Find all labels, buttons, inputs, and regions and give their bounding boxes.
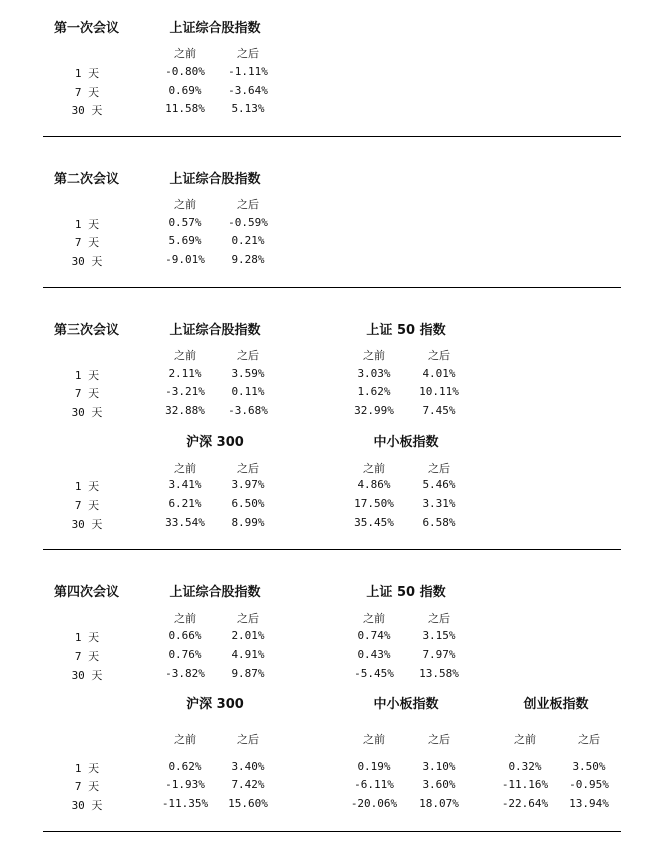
value-after: 10.11% <box>419 385 459 398</box>
value-after: -0.95% <box>569 778 609 791</box>
index-title: 中小板指数 <box>373 435 439 450</box>
value-before: 1.62% <box>357 385 391 398</box>
value-after: 3.10% <box>422 760 456 773</box>
value-after: 9.28% <box>231 253 265 266</box>
col-header-after: 之后 <box>237 47 259 60</box>
value-after: 0.11% <box>231 385 265 398</box>
value-after: 5.46% <box>422 478 456 491</box>
row-label: 1 天 <box>74 67 100 80</box>
col-header-before: 之前 <box>174 349 196 362</box>
value-after: 7.45% <box>422 404 456 417</box>
meeting-title: 第四次会议 <box>54 585 120 600</box>
col-header-before: 之前 <box>174 733 196 746</box>
row-label: 1 天 <box>74 762 100 775</box>
col-header-after: 之后 <box>428 462 450 475</box>
value-after: 3.59% <box>231 367 265 380</box>
col-header-before: 之前 <box>174 47 196 60</box>
value-before: 5.69% <box>168 234 202 247</box>
value-before: 3.03% <box>357 367 391 380</box>
value-after: 7.97% <box>422 648 456 661</box>
row-label: 7 天 <box>74 86 100 99</box>
value-before: 0.76% <box>168 648 202 661</box>
col-header-before: 之前 <box>174 462 196 475</box>
value-before: -11.16% <box>501 778 549 791</box>
col-header-before: 之前 <box>514 733 536 746</box>
meeting-title: 第一次会议 <box>54 21 120 36</box>
col-header-before: 之前 <box>363 349 385 362</box>
row-label: 30 天 <box>71 518 103 531</box>
index-title: 上证综合股指数 <box>169 585 261 600</box>
value-before: 35.45% <box>354 516 394 529</box>
value-after: 3.15% <box>422 629 456 642</box>
row-label: 7 天 <box>74 650 100 663</box>
meeting-title: 第三次会议 <box>54 323 120 338</box>
value-before: -0.80% <box>165 65 205 78</box>
col-header-before: 之前 <box>174 198 196 211</box>
section-divider <box>43 831 621 832</box>
row-label: 7 天 <box>74 499 100 512</box>
row-label: 7 天 <box>74 236 100 249</box>
value-before: 2.11% <box>168 367 202 380</box>
value-after: 3.60% <box>422 778 456 791</box>
meeting-title: 第二次会议 <box>54 172 120 187</box>
index-title: 上证综合股指数 <box>169 323 261 338</box>
value-before: 11.58% <box>165 102 205 115</box>
value-after: -3.64% <box>228 84 268 97</box>
col-header-after: 之后 <box>428 349 450 362</box>
value-after: 0.21% <box>231 234 265 247</box>
section-divider <box>43 136 621 137</box>
row-label: 1 天 <box>74 631 100 644</box>
row-label: 7 天 <box>74 387 100 400</box>
value-before: 3.41% <box>168 478 202 491</box>
col-header-after: 之后 <box>237 198 259 211</box>
value-before: 0.69% <box>168 84 202 97</box>
value-after: 3.97% <box>231 478 265 491</box>
index-title: 中小板指数 <box>373 697 439 712</box>
row-label: 30 天 <box>71 799 103 812</box>
value-before: 0.32% <box>508 760 542 773</box>
value-after: 7.42% <box>231 778 265 791</box>
row-label: 30 天 <box>71 104 103 117</box>
value-before: 6.21% <box>168 497 202 510</box>
value-after: -3.68% <box>228 404 268 417</box>
value-after: 13.94% <box>569 797 609 810</box>
section-divider <box>43 549 621 550</box>
col-header-after: 之后 <box>237 462 259 475</box>
col-header-before: 之前 <box>363 612 385 625</box>
value-after: 4.01% <box>422 367 456 380</box>
value-after: 6.50% <box>231 497 265 510</box>
row-label: 30 天 <box>71 669 103 682</box>
value-before: 0.74% <box>357 629 391 642</box>
value-before: 0.62% <box>168 760 202 773</box>
value-after: 8.99% <box>231 516 265 529</box>
row-label: 1 天 <box>74 480 100 493</box>
value-before: 0.57% <box>168 216 202 229</box>
row-label: 1 天 <box>74 218 100 231</box>
index-title: 上证综合股指数 <box>169 21 261 36</box>
index-title: 上证 50 指数 <box>366 585 446 600</box>
value-before: -11.35% <box>161 797 209 810</box>
index-title: 上证 50 指数 <box>366 323 446 338</box>
index-title: 创业板指数 <box>523 697 589 712</box>
index-title: 上证综合股指数 <box>169 172 261 187</box>
value-before: 33.54% <box>165 516 205 529</box>
value-after: 18.07% <box>419 797 459 810</box>
col-header-after: 之后 <box>237 733 259 746</box>
value-after: 5.13% <box>231 102 265 115</box>
value-before: 32.99% <box>354 404 394 417</box>
value-before: 17.50% <box>354 497 394 510</box>
row-label: 30 天 <box>71 255 103 268</box>
value-after: 4.91% <box>231 648 265 661</box>
value-after: 3.31% <box>422 497 456 510</box>
value-after: 13.58% <box>419 667 459 680</box>
index-title: 沪深 300 <box>186 697 244 712</box>
value-after: 15.60% <box>228 797 268 810</box>
value-after: 2.01% <box>231 629 265 642</box>
value-before: 32.88% <box>165 404 205 417</box>
value-before: 0.19% <box>357 760 391 773</box>
value-before: -5.45% <box>354 667 394 680</box>
value-before: -3.82% <box>165 667 205 680</box>
col-header-before: 之前 <box>363 462 385 475</box>
col-header-after: 之后 <box>237 349 259 362</box>
value-after: -0.59% <box>228 216 268 229</box>
value-after: 9.87% <box>231 667 265 680</box>
col-header-before: 之前 <box>363 733 385 746</box>
section-divider <box>43 287 621 288</box>
value-before: -22.64% <box>501 797 549 810</box>
value-after: -1.11% <box>228 65 268 78</box>
col-header-after: 之后 <box>237 612 259 625</box>
index-title: 沪深 300 <box>186 435 244 450</box>
value-before: 0.66% <box>168 629 202 642</box>
value-before: -3.21% <box>165 385 205 398</box>
value-before: -6.11% <box>354 778 394 791</box>
value-before: -1.93% <box>165 778 205 791</box>
value-before: -9.01% <box>165 253 205 266</box>
col-header-after: 之后 <box>428 612 450 625</box>
col-header-after: 之后 <box>428 733 450 746</box>
col-header-before: 之前 <box>174 612 196 625</box>
row-label: 7 天 <box>74 780 100 793</box>
value-after: 3.50% <box>572 760 606 773</box>
row-label: 1 天 <box>74 369 100 382</box>
row-label: 30 天 <box>71 406 103 419</box>
value-after: 3.40% <box>231 760 265 773</box>
col-header-after: 之后 <box>578 733 600 746</box>
value-before: 4.86% <box>357 478 391 491</box>
value-before: 0.43% <box>357 648 391 661</box>
value-before: -20.06% <box>350 797 398 810</box>
value-after: 6.58% <box>422 516 456 529</box>
